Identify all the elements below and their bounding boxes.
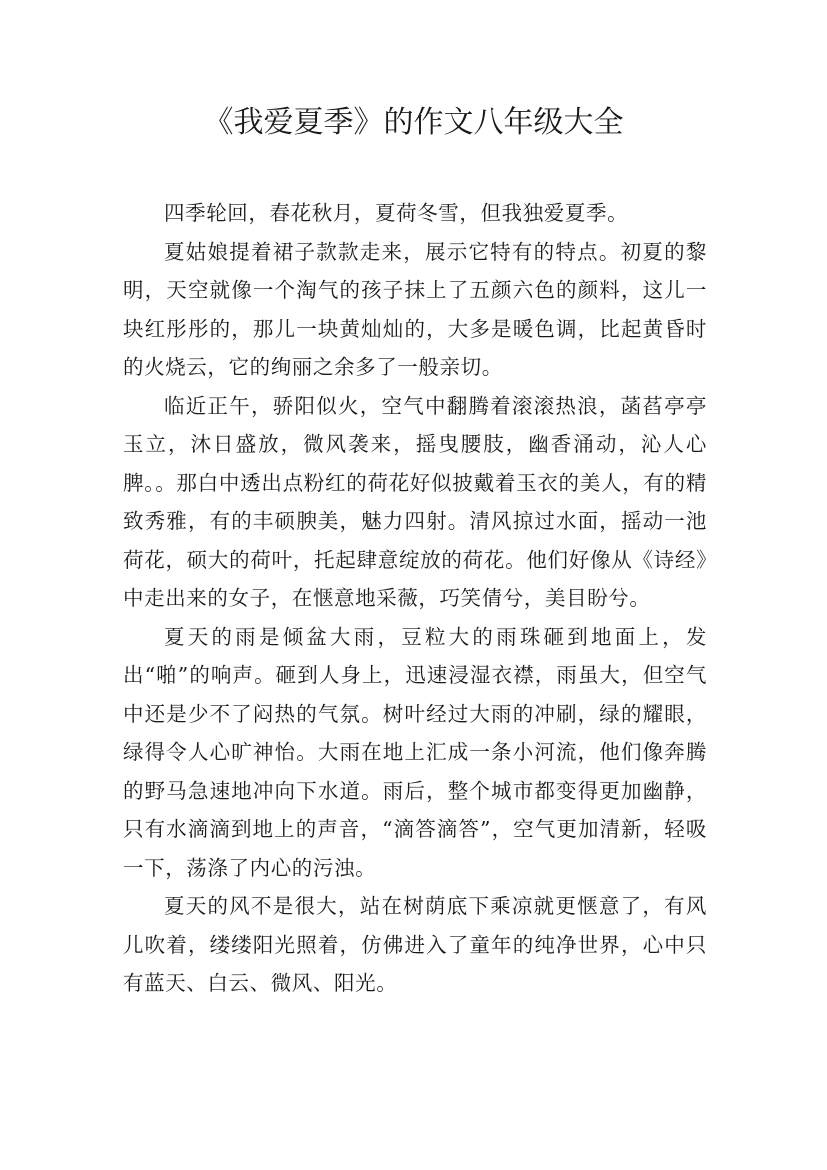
document-body bbox=[123, 194, 707, 1003]
paragraph-noon-lotus: 临近正午，骄阳似火，空气中翻腾着滚滚热浪，菡萏亭亭玉立，沐日盛放，微风袭来，摇曳腰肢，幽香涌动，沁人心脾。。那白中透出点粉红的荷花好似披戴着玉衣的美人，有的精致秀雅，有的丰硕腴美，魅力四射。清风掠过水面，摇动一池荷花，硕大的荷叶，托起肆意绽放的荷花。他们好像从《诗经》中走出来的女子，在惬意地采薇，巧笑倩兮，美目盼兮。 bbox=[123, 393, 707, 610]
paragraph-dawn: 夏姑娘提着裙子款款走来，展示它特有的特点。初夏的黎明，天空就像一个淘气的孩子抹上了五颜六色的颜料，这儿一块红彤彤的，那儿一块黄灿灿的，大多是暖色调，比起黄昏时的火烧云，它的绚丽之余多了一般亲切。 bbox=[123, 239, 707, 379]
paragraph-intro: 四季轮回，春花秋月，夏荷冬雪，但我独爱夏季。 bbox=[164, 201, 629, 225]
document-title: 《我爱夏季》的作文八年级大全 bbox=[203, 105, 624, 140]
paragraph-rain: 夏天的雨是倾盆大雨，豆粒大的雨珠砸到地面上，发出“啪”的响声。砸到人身上，迅速浸湿衣襟，雨虽大，但空气中还是少不了闷热的气氛。树叶经过大雨的冲刷，绿的耀眼，绿得令人心旷神怡。大雨在地上汇成一条小河流，他们像奔腾的野马急速地冲向下水道。雨后，整个城市都变得更加幽静，只有水滴滴到地上的声音，“滴答滴答”，空气更加清新，轻吸一下，荡涤了内心的污浊。 bbox=[123, 624, 707, 880]
paragraph-wind: 夏天的风不是很大，站在树荫底下乘凉就更惬意了，有风儿吹着，缕缕阳光照着，仿佛进入了童年的纯净世界，心中只有蓝天、白云、微风、阳光。 bbox=[123, 894, 707, 995]
